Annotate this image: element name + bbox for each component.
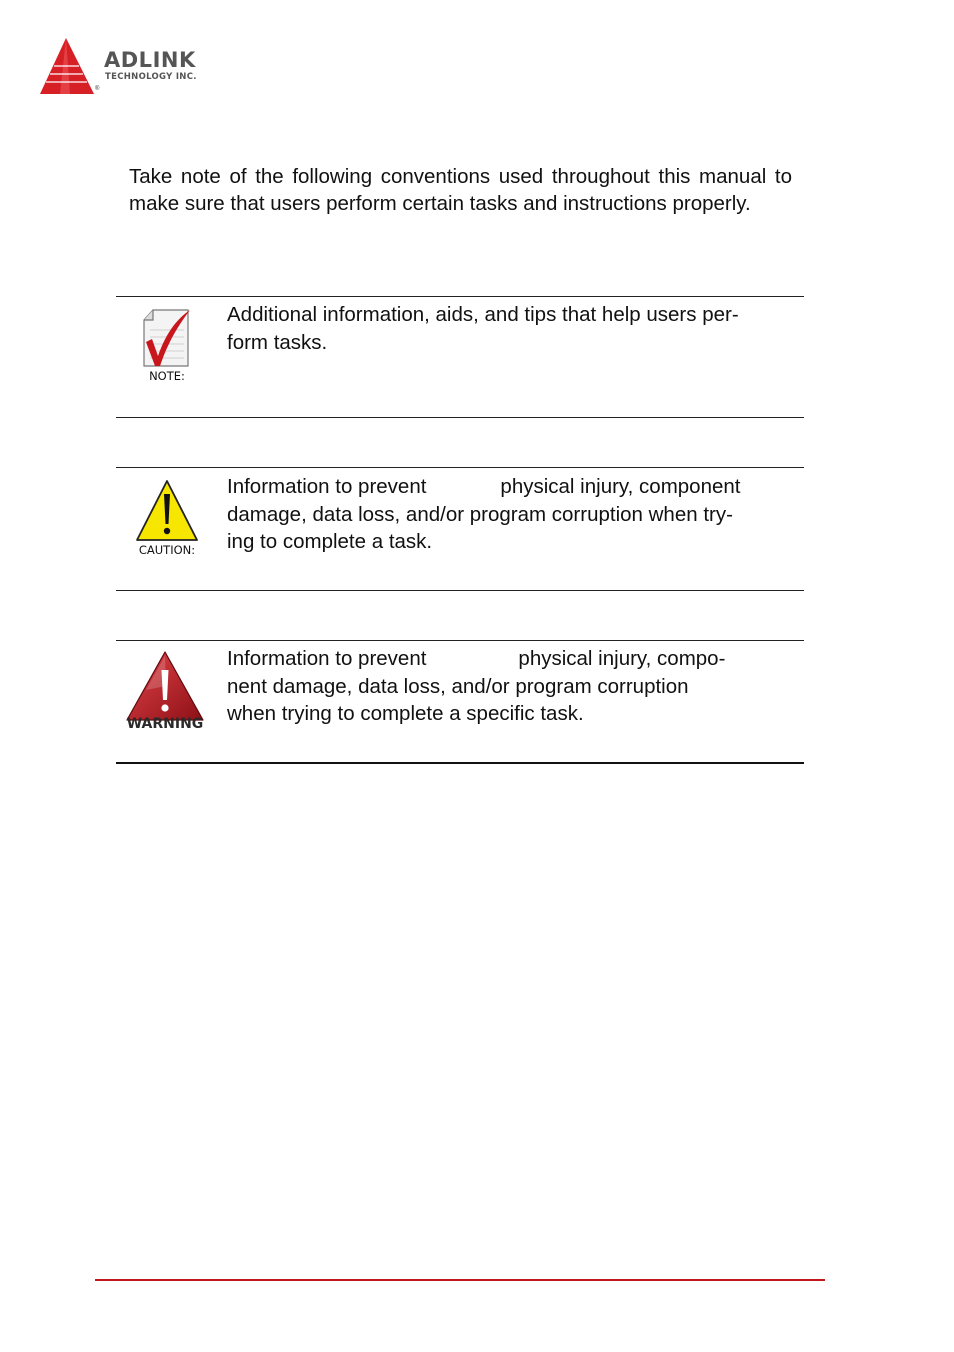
- note-top-rule: [116, 296, 804, 297]
- warning-text: [227, 645, 797, 728]
- caution-bottom-rule: [116, 590, 804, 591]
- brand-subtitle: TECHNOLOGY INC.: [105, 72, 197, 82]
- note-bottom-rule: [116, 417, 804, 418]
- note-line-2: form tasks.: [227, 330, 328, 354]
- caution-top-rule: [116, 467, 804, 468]
- warning-line-1a: Information to prevent: [227, 647, 427, 670]
- caution-line-1b: physical injury, component: [500, 475, 741, 498]
- note-line-1: Additional information, aids, and tips that help users per-: [227, 303, 739, 326]
- note-label: NOTE:: [149, 369, 185, 383]
- caution-line-1a: Information to prevent: [227, 475, 427, 498]
- warning-bottom-rule: [116, 762, 804, 764]
- warning-top-rule: [116, 640, 804, 641]
- caution-label: CAUTION:: [138, 543, 196, 557]
- note-text: [227, 301, 797, 356]
- caution-line-3: ing to complete a task.: [227, 530, 433, 553]
- intro-paragraph: Take note of the following conventions used throughout this manual to make sure that users perform certain tasks and instructions properly.: [129, 165, 792, 215]
- registered-mark: ®: [95, 86, 100, 92]
- adlink-logo: [38, 36, 238, 100]
- warning-line-1b: physical injury, compo-: [518, 647, 726, 670]
- warning-label: WARNING: [126, 716, 204, 732]
- footer-rule: [95, 1279, 825, 1281]
- brand-name: ADLINK: [104, 48, 196, 72]
- caution-text: [227, 473, 797, 556]
- warning-line-2: nent damage, data loss, and/or program corruption: [227, 674, 689, 698]
- warning-line-3: when trying to complete a specific task.: [227, 702, 584, 725]
- note-checkmark-icon: [140, 306, 194, 370]
- caution-triangle-icon: [134, 478, 200, 542]
- caution-line-2: damage, data loss, and/or program corruption when try-: [227, 502, 733, 526]
- adlink-triangle-icon: [38, 36, 102, 98]
